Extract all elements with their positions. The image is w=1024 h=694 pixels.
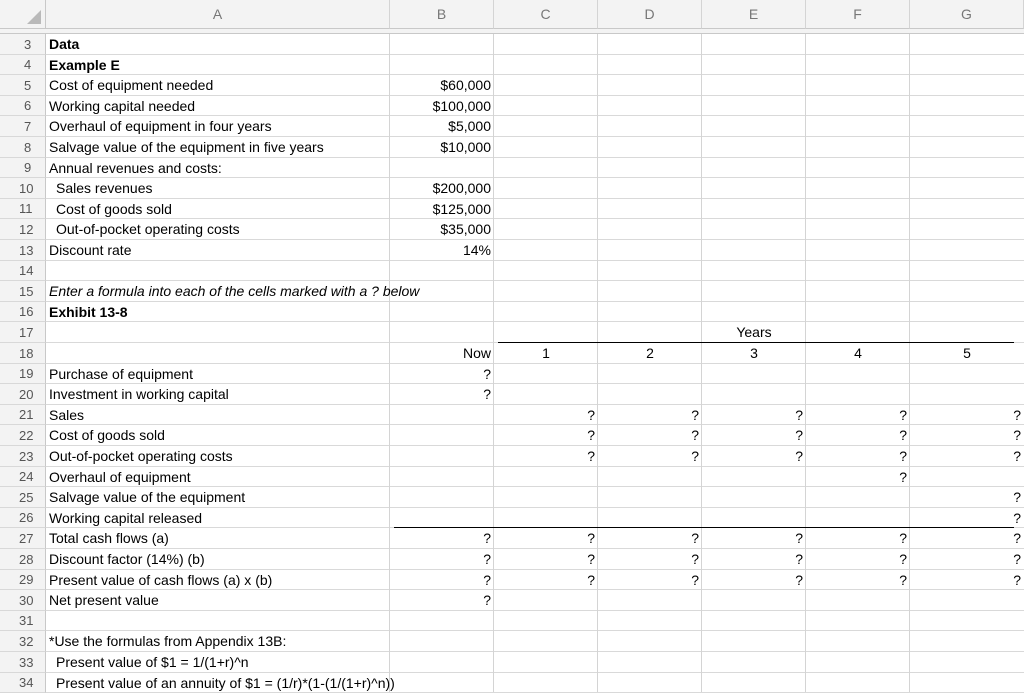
row-header-21[interactable]: 21 <box>0 405 46 425</box>
data-value-cell[interactable]: $200,000 <box>432 180 491 196</box>
row-header-8[interactable]: 8 <box>0 137 46 158</box>
cell-a3-data-title[interactable]: Data <box>49 36 80 52</box>
years-header[interactable]: Years <box>736 324 772 340</box>
input-cell-year-4[interactable]: ? <box>899 551 907 567</box>
row-header-12[interactable]: 12 <box>0 219 46 240</box>
header-year-4[interactable]: 4 <box>854 345 862 361</box>
input-cell-year-3[interactable]: ? <box>795 448 803 464</box>
data-label-cell[interactable]: Sales revenues <box>56 180 153 196</box>
input-cell-year-5[interactable]: ? <box>1013 572 1021 588</box>
select-all-triangle-icon <box>27 10 41 24</box>
row-header-15[interactable]: 15 <box>0 281 46 302</box>
header-year-3[interactable]: 3 <box>750 345 758 361</box>
row-header-29[interactable]: 29 <box>0 570 46 590</box>
column-header-g[interactable]: G <box>910 0 1024 29</box>
input-cell-year-1[interactable]: ? <box>587 448 595 464</box>
exhibit-row-label[interactable]: Investment in working capital <box>49 386 229 402</box>
row-header-26[interactable]: 26 <box>0 508 46 528</box>
exhibit-row-label[interactable]: Net present value <box>49 592 159 608</box>
row-header-30[interactable]: 30 <box>0 590 46 611</box>
row-header-31[interactable]: 31 <box>0 611 46 631</box>
footnote-pv-formula[interactable]: Present value of $1 = 1/(1+r)^n <box>56 654 249 670</box>
input-cell-year-5[interactable]: ? <box>1013 427 1021 443</box>
header-now[interactable]: Now <box>462 345 491 361</box>
input-cell-year-4[interactable]: ? <box>899 469 907 485</box>
row-header-32[interactable]: 32 <box>0 631 46 652</box>
input-cell-year-5[interactable]: ? <box>1013 489 1021 505</box>
data-label-cell[interactable]: Annual revenues and costs: <box>49 160 222 176</box>
total-cash-flows-line <box>394 527 1014 528</box>
input-cell-year-1[interactable]: ? <box>587 551 595 567</box>
input-cell-year-2[interactable]: ? <box>691 530 699 546</box>
data-label-cell[interactable]: Cost of equipment needed <box>49 77 214 93</box>
row-header-4[interactable]: 4 <box>0 55 46 75</box>
cell-a4-example-title[interactable]: Example E <box>49 57 120 73</box>
row-header-33[interactable]: 33 <box>0 652 46 673</box>
input-cell-now[interactable]: ? <box>483 530 491 546</box>
header-year-2[interactable]: 2 <box>646 345 654 361</box>
row-header-13[interactable]: 13 <box>0 240 46 261</box>
column-header-a[interactable]: A <box>46 0 390 29</box>
data-value-cell[interactable]: $10,000 <box>440 139 491 155</box>
row-header-22[interactable]: 22 <box>0 425 46 446</box>
row-header-7[interactable]: 7 <box>0 116 46 137</box>
input-cell-year-2[interactable]: ? <box>691 551 699 567</box>
footnote-appendix[interactable]: *Use the formulas from Appendix 13B: <box>49 633 287 649</box>
instruction-text[interactable]: Enter a formula into each of the cells marked with a ? below <box>49 283 420 299</box>
input-cell-year-4[interactable]: ? <box>899 407 907 423</box>
row-header-14[interactable]: 14 <box>0 261 46 281</box>
row-header-24[interactable]: 24 <box>0 467 46 487</box>
exhibit-row-label[interactable]: Sales <box>49 407 85 423</box>
input-cell-now[interactable]: ? <box>483 572 491 588</box>
input-cell-year-4[interactable]: ? <box>899 448 907 464</box>
input-cell-now[interactable]: ? <box>483 551 491 567</box>
input-cell-year-3[interactable]: ? <box>795 572 803 588</box>
row-header-27[interactable]: 27 <box>0 528 46 549</box>
data-value-cell[interactable]: $100,000 <box>432 98 491 114</box>
data-label-cell[interactable]: Overhaul of equipment in four years <box>49 118 272 134</box>
row-header-19[interactable]: 19 <box>0 364 46 384</box>
select-all-corner[interactable] <box>0 0 46 29</box>
row-header-3[interactable]: 3 <box>0 34 46 55</box>
row-header-17[interactable]: 17 <box>0 322 46 343</box>
row-header-28[interactable]: 28 <box>0 549 46 570</box>
header-year-5[interactable]: 5 <box>963 345 971 361</box>
row-header-6[interactable]: 6 <box>0 96 46 116</box>
input-cell-year-5[interactable]: ? <box>1013 530 1021 546</box>
data-value-cell[interactable]: $35,000 <box>440 221 491 237</box>
input-cell-year-3[interactable]: ? <box>795 551 803 567</box>
data-value-cell[interactable]: $125,000 <box>432 201 491 217</box>
input-cell-year-4[interactable]: ? <box>899 427 907 443</box>
exhibit-title[interactable]: Exhibit 13-8 <box>49 304 128 320</box>
data-label-cell[interactable]: Discount rate <box>49 242 132 258</box>
input-cell-now[interactable]: ? <box>483 592 491 608</box>
column-header-f[interactable]: F <box>806 0 910 29</box>
exhibit-row-label[interactable]: Out-of-pocket operating costs <box>49 448 233 464</box>
data-value-cell[interactable]: $60,000 <box>440 77 491 93</box>
input-cell-year-1[interactable]: ? <box>587 427 595 443</box>
input-cell-year-2[interactable]: ? <box>691 427 699 443</box>
exhibit-row-label[interactable]: Working capital released <box>49 510 203 526</box>
input-cell-year-1[interactable]: ? <box>587 572 595 588</box>
column-header-d[interactable]: D <box>598 0 702 29</box>
input-cell-year-2[interactable]: ? <box>691 572 699 588</box>
exhibit-row-label[interactable]: Cost of goods sold <box>49 427 165 443</box>
row-header-20[interactable]: 20 <box>0 384 46 405</box>
input-cell-year-3[interactable]: ? <box>795 530 803 546</box>
input-cell-year-2[interactable]: ? <box>691 448 699 464</box>
input-cell-year-3[interactable]: ? <box>795 427 803 443</box>
row-header-23[interactable]: 23 <box>0 446 46 467</box>
row-header-16[interactable]: 16 <box>0 302 46 322</box>
exhibit-row-label[interactable]: Total cash flows (a) <box>49 530 169 546</box>
input-cell-year-5[interactable]: ? <box>1013 448 1021 464</box>
row-header-5[interactable]: 5 <box>0 75 46 96</box>
column-header-b[interactable]: B <box>390 0 494 29</box>
data-value-cell[interactable]: 14% <box>462 242 491 258</box>
column-header-c[interactable]: C <box>494 0 598 29</box>
input-cell-year-5[interactable]: ? <box>1013 551 1021 567</box>
row-header-10[interactable]: 10 <box>0 178 46 199</box>
exhibit-row-label[interactable]: Salvage value of the equipment <box>49 489 246 505</box>
row-header-18[interactable]: 18 <box>0 343 46 364</box>
exhibit-row-label[interactable]: Overhaul of equipment <box>49 469 191 485</box>
input-cell-year-5[interactable]: ? <box>1013 407 1021 423</box>
input-cell-year-1[interactable]: ? <box>587 530 595 546</box>
header-year-1[interactable]: 1 <box>542 345 550 361</box>
column-header-e[interactable]: E <box>702 0 806 29</box>
row-header-25[interactable]: 25 <box>0 487 46 508</box>
row-header-34[interactable]: 34 <box>0 673 46 693</box>
input-cell-year-5[interactable]: ? <box>1013 510 1021 526</box>
data-label-cell[interactable]: Working capital needed <box>49 98 196 114</box>
footnote-annuity-formula[interactable]: Present value of an annuity of $1 = (1/r)*(1-(1/(1+r)^n)) <box>56 675 395 691</box>
exhibit-row-label[interactable]: Purchase of equipment <box>49 366 193 382</box>
input-cell-year-3[interactable]: ? <box>795 407 803 423</box>
input-cell-year-4[interactable]: ? <box>899 530 907 546</box>
input-cell-year-2[interactable]: ? <box>691 407 699 423</box>
input-cell-year-4[interactable]: ? <box>899 572 907 588</box>
data-value-cell[interactable]: $5,000 <box>448 118 491 134</box>
input-cell-now[interactable]: ? <box>483 386 491 402</box>
data-label-cell[interactable]: Out-of-pocket operating costs <box>56 221 240 237</box>
row-header-9[interactable]: 9 <box>0 158 46 178</box>
row-header-11[interactable]: 11 <box>0 199 46 219</box>
years-underline <box>498 342 1014 343</box>
input-cell-now[interactable]: ? <box>483 366 491 382</box>
data-label-cell[interactable]: Salvage value of the equipment in five years <box>49 139 324 155</box>
data-label-cell[interactable]: Cost of goods sold <box>56 201 172 217</box>
exhibit-row-label[interactable]: Discount factor (14%) (b) <box>49 551 205 567</box>
input-cell-year-1[interactable]: ? <box>587 407 595 423</box>
exhibit-row-label[interactable]: Present value of cash flows (a) x (b) <box>49 572 273 588</box>
